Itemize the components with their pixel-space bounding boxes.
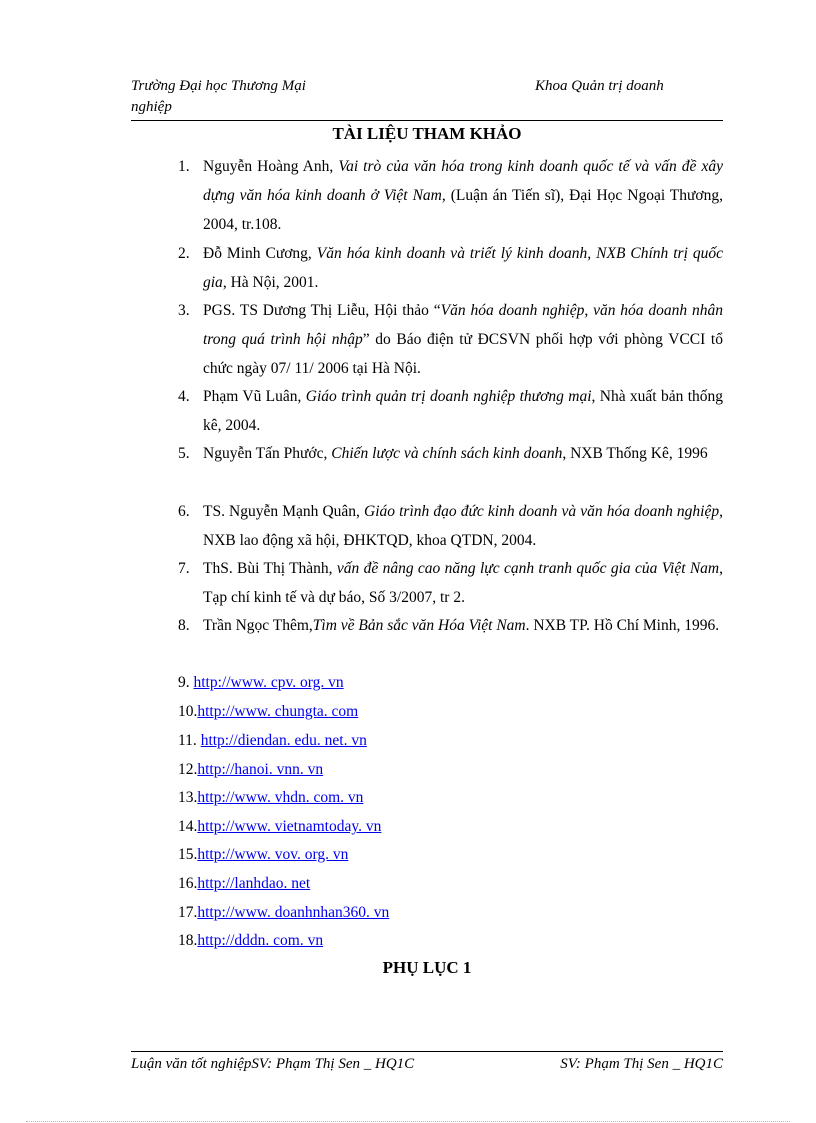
link-number: 12. <box>178 761 198 778</box>
reference-item <box>178 554 723 612</box>
link-number: 15. <box>178 846 198 863</box>
reference-details: , (Luận án Tiến sĩ), Đại Học Ngoại Thương, 2004, tr.108. <box>203 187 723 233</box>
reference-number: 4. <box>178 388 190 405</box>
reference-details: , NXB Thống Kê, 1996 <box>562 445 708 462</box>
header-left-continued: nghiệp <box>131 99 172 115</box>
link-number: 11. <box>178 732 197 749</box>
reference-author: PGS. TS Dương Thị Liễu, Hội thảo “ <box>203 302 441 319</box>
link-item <box>178 727 367 755</box>
reference-work: Chiến lược và chính sách kinh doanh <box>331 445 563 462</box>
reference-work: Giáo trình quản trị doanh nghiệp thương mại <box>305 388 592 405</box>
reference-details: , Nhà xuất bản thống kê, 2004. <box>203 388 724 434</box>
reference-item <box>178 152 723 239</box>
link-item <box>178 698 358 726</box>
reference-item <box>178 239 723 297</box>
reference-author: Phạm Vũ Luân, <box>203 388 306 405</box>
reference-details: . NXB TP. Hồ Chí Minh, 1996. <box>525 617 720 634</box>
appendix-title: PHỤ LỤC 1 <box>382 958 472 977</box>
link-item <box>178 899 389 927</box>
link-number: 17. <box>178 904 198 921</box>
link-number: 9. <box>178 674 190 691</box>
header-left: Trường Đại học Thương Mại <box>131 78 306 94</box>
reference-link[interactable]: http://lanhdao. net <box>197 875 311 892</box>
reference-number: 5. <box>178 445 190 462</box>
reference-details: ” do Báo điện tử ĐCSVN phối hợp với phòng VCCI tổ chức ngày 07/ 11/ 2006 tại Hà Nội. <box>203 331 723 377</box>
reference-number: 3. <box>178 302 190 319</box>
reference-details: , NXB lao động xã hội, ĐHKTQD, khoa QTDN, 2004. <box>203 503 723 549</box>
reference-link[interactable]: http://dddn. com. vn <box>197 932 324 949</box>
reference-link[interactable]: http://www. chungta. com <box>197 703 359 720</box>
reference-details: , Tạp chí kinh tế và dự báo, Số 3/2007, tr 2. <box>203 560 724 606</box>
reference-author: TS. Nguyễn Mạnh Quân, <box>203 503 365 520</box>
link-item <box>178 927 323 955</box>
reference-item <box>178 439 723 468</box>
reference-details: , Hà Nội, 2001. <box>222 274 319 291</box>
reference-item <box>178 497 723 555</box>
reference-number: 8. <box>178 617 190 634</box>
reference-author: Trần Ngọc Thêm, <box>203 617 313 634</box>
reference-link[interactable]: http://diendan. edu. net. vn <box>200 732 367 749</box>
reference-work: Văn hóa doanh nghiệp, văn hóa doanh nhân trong quá trình hội nhập <box>203 302 723 348</box>
link-number: 16. <box>178 875 198 892</box>
reference-work: Giáo trình đạo đức kinh doanh và văn hóa doanh nghiệp <box>364 503 720 520</box>
reference-item <box>178 296 723 383</box>
reference-work: vấn đề nâng cao năng lực cạnh tranh quốc gia của Việt Nam <box>336 560 720 577</box>
link-item <box>178 870 310 898</box>
link-item <box>178 669 344 697</box>
link-number: 10. <box>178 703 198 720</box>
reference-author: Đỗ Minh Cương, <box>203 245 317 262</box>
reference-number: 7. <box>178 560 190 577</box>
reference-item <box>178 382 723 440</box>
link-number: 18. <box>178 932 198 949</box>
references-title: TÀI LIỆU THAM KHẢO <box>332 124 522 143</box>
reference-number: 6. <box>178 503 190 520</box>
header-rule <box>131 120 723 121</box>
link-item <box>178 813 381 841</box>
reference-author: ThS. Bùi Thị Thành, <box>203 560 337 577</box>
reference-link[interactable]: http://hanoi. vnn. vn <box>197 761 324 778</box>
reference-author: Nguyễn Hoàng Anh, <box>203 158 339 175</box>
link-number: 14. <box>178 818 198 835</box>
link-item <box>178 756 323 784</box>
reference-link[interactable]: http://www. cpv. org. vn <box>193 674 344 691</box>
page-bottom-border <box>26 1121 790 1122</box>
reference-work: Tìm về Bản sắc văn Hóa Việt Nam <box>312 617 526 634</box>
link-item <box>178 784 363 812</box>
reference-link[interactable]: http://www. vov. org. vn <box>197 846 349 863</box>
reference-link[interactable]: http://www. doanhnhan360. vn <box>197 904 390 921</box>
reference-link[interactable]: http://www. vietnamtoday. vn <box>197 818 382 835</box>
reference-number: 2. <box>178 245 190 262</box>
footer-rule <box>131 1051 723 1052</box>
reference-link[interactable]: http://www. vhdn. com. vn <box>197 789 364 806</box>
header-right: Khoa Quản trị doanh <box>535 78 664 94</box>
reference-work: Văn hóa kinh doanh và triết lý kinh doanh, NXB Chính trị quốc gia <box>203 245 723 291</box>
footer-right: SV: Phạm Thị Sen _ HQ1C <box>560 1056 723 1072</box>
link-number: 13. <box>178 789 198 806</box>
reference-item <box>178 611 723 640</box>
link-item <box>178 841 348 869</box>
reference-number: 1. <box>178 158 190 175</box>
reference-author: Nguyễn Tấn Phước, <box>203 445 332 462</box>
footer-left: Luận văn tốt nghiệpSV: Phạm Thị Sen _ HQ1C <box>131 1056 415 1072</box>
reference-work: Vai trò của văn hóa trong kinh doanh quốc tế và vấn đề xây dựng văn hóa kinh doanh ở Việt Nam <box>203 158 723 204</box>
